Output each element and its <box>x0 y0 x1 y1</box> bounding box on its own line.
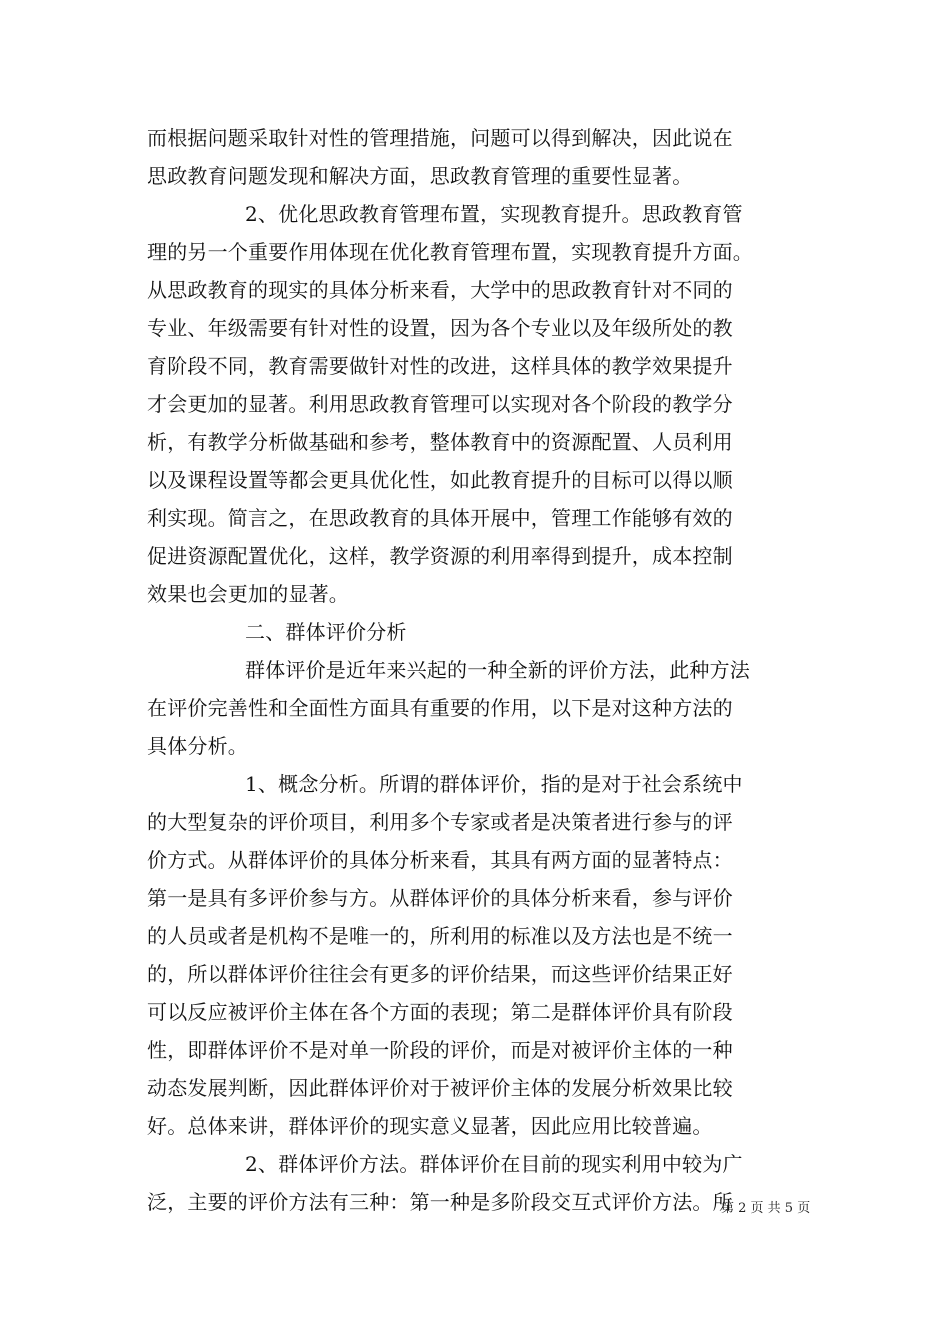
text-line: 理的另一个重要作用体现在优化教育管理布置，实现教育提升方面。 <box>147 240 753 264</box>
text-line: 好。总体来讲，群体评价的现实意义显著，因此应用比较普遍。 <box>147 1114 713 1138</box>
text-line: 析，有教学分析做基础和参考，整体教育中的资源配置、人员利用 <box>147 430 733 454</box>
text-line: 育阶段不同，教育需要做针对性的改进，这样具体的教学效果提升 <box>147 354 733 378</box>
text-line-indented: 2、群体评价方法。群体评价在目前的现实利用中较为广 <box>245 1152 743 1176</box>
text-line: 思政教育问题发现和解决方面，思政教育管理的重要性显著。 <box>147 164 693 188</box>
page-number: 第 2 页 共 5 页 <box>721 1201 811 1216</box>
text-line: 的人员或者是机构不是唯一的，所利用的标准以及方法也是不统一 <box>147 924 733 948</box>
text-line: 才会更加的显著。利用思政教育管理可以实现对各个阶段的教学分 <box>147 392 733 416</box>
text-line-indented: 2、优化思政教育管理布置，实现教育提升。思政教育管 <box>245 202 743 226</box>
text-line: 以及课程设置等都会更具优化性，如此教育提升的目标可以得以顺 <box>147 468 733 492</box>
text-line: 利实现。简言之，在思政教育的具体开展中，管理工作能够有效的 <box>147 506 733 530</box>
text-line: 可以反应被评价主体在各个方面的表现；第二是群体评价具有阶段 <box>147 1000 733 1024</box>
text-line: 第一是具有多评价参与方。从群体评价的具体分析来看，参与评价 <box>147 886 733 910</box>
section-heading: 二、群体评价分析 <box>245 620 407 644</box>
text-line: 效果也会更加的显著。 <box>147 582 349 606</box>
text-line-indented: 1、概念分析。所谓的群体评价，指的是对于社会系统中 <box>245 772 743 796</box>
text-line: 具体分析。 <box>147 734 248 758</box>
text-line: 从思政教育的现实的具体分析来看，大学中的思政教育针对不同的 <box>147 278 733 302</box>
text-line: 而根据问题采取针对性的管理措施，问题可以得到解决，因此说在 <box>147 126 733 150</box>
text-line: 的，所以群体评价往往会有更多的评价结果，而这些评价结果正好 <box>147 962 733 986</box>
text-line: 促进资源配置优化，这样，教学资源的利用率得到提升，成本控制 <box>147 544 733 568</box>
text-line: 价方式。从群体评价的具体分析来看，其具有两方面的显著特点： <box>147 848 733 872</box>
text-line: 专业、年级需要有针对性的设置，因为各个专业以及年级所处的教 <box>147 316 733 340</box>
text-line: 动态发展判断，因此群体评价对于被评价主体的发展分析效果比较 <box>147 1076 733 1100</box>
text-line: 的大型复杂的评价项目，利用多个专家或者是决策者进行参与的评 <box>147 810 733 834</box>
text-line-indented: 群体评价是近年来兴起的一种全新的评价方法，此种方法 <box>245 658 750 682</box>
text-line: 在评价完善性和全面性方面具有重要的作用，以下是对这种方法的 <box>147 696 733 720</box>
text-line: 泛，主要的评价方法有三种：第一种是多阶段交互式评价方法。所 <box>147 1190 733 1214</box>
text-line: 性，即群体评价不是对单一阶段的评价，而是对被评价主体的一种 <box>147 1038 733 1062</box>
